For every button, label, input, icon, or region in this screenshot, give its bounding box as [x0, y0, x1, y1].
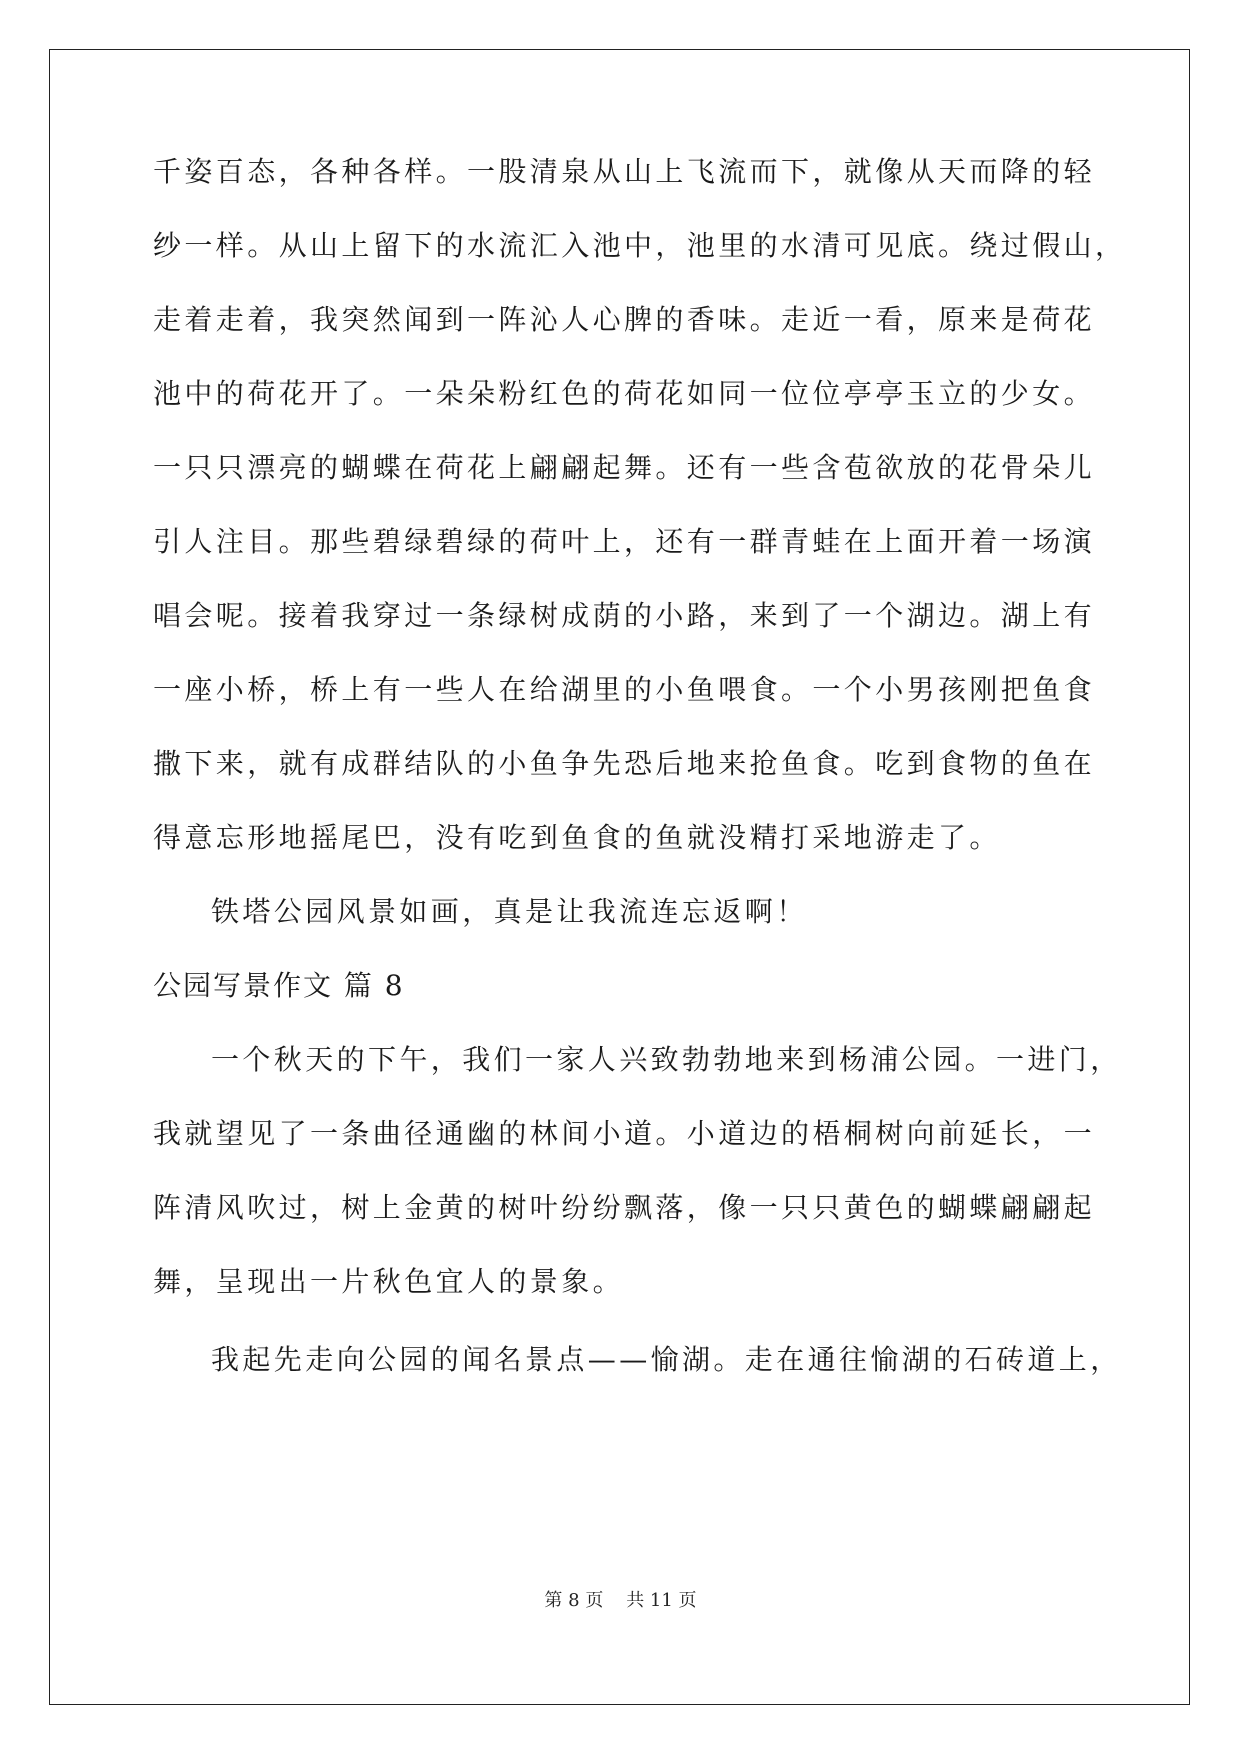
paragraph-line: 得意忘形地摇尾巴，没有吃到鱼食的鱼就没精打采地游走了。 — [153, 821, 1001, 854]
paragraph-line: 一只只漂亮的蝴蝶在荷花上翩翩起舞。还有一些含苞欲放的花骨朵儿 — [153, 451, 1096, 484]
paragraph-line: 铁塔公园风景如画，真是让我流连忘返啊！ — [211, 895, 808, 928]
paragraph-line: 唱会呢。接着我穿过一条绿树成荫的小路，来到了一个湖边。湖上有 — [153, 599, 1096, 632]
paragraph-line: 引人注目。那些碧绿碧绿的荷叶上，还有一群青蛙在上面开着一场演 — [153, 525, 1096, 558]
paragraph-line: 阵清风吹过，树上金黄的树叶纷纷飘落，像一只只黄色的蝴蝶翩翩起 — [153, 1191, 1096, 1224]
paragraph-line: 我起先走向公园的闻名景点——愉湖。走在通往愉湖的石砖道上， — [211, 1343, 1122, 1376]
paragraph-line: 一座小桥，桥上有一些人在给湖里的小鱼喂食。一个小男孩刚把鱼食 — [153, 673, 1096, 706]
section-heading: 公园写景作文 篇 8 — [153, 969, 405, 1002]
paragraph-line: 一个秋天的下午，我们一家人兴致勃勃地来到杨浦公园。一进门， — [211, 1043, 1122, 1076]
page-border — [49, 49, 1190, 1705]
paragraph-line: 千姿百态，各种各样。一股清泉从山上飞流而下，就像从天而降的轻 — [153, 155, 1096, 188]
page-footer — [0, 1586, 1241, 1612]
paragraph-line: 纱一样。从山上留下的水流汇入池中，池里的水清可见底。绕过假山， — [153, 229, 1127, 262]
paragraph-line: 撒下来，就有成群结队的小鱼争先恐后地来抢鱼食。吃到食物的鱼在 — [153, 747, 1096, 780]
paragraph-line: 舞，呈现出一片秋色宜人的景象。 — [153, 1265, 625, 1298]
paragraph-line: 我就望见了一条曲径通幽的林间小道。小道边的梧桐树向前延长，一 — [153, 1117, 1096, 1150]
page-number: 第 8 页 共 11 页 — [544, 1590, 697, 1611]
paragraph-line: 走着走着，我突然闻到一阵沁人心脾的香味。走近一看，原来是荷花 — [153, 303, 1096, 336]
paragraph-line: 池中的荷花开了。一朵朵粉红色的荷花如同一位位亭亭玉立的少女。 — [153, 377, 1096, 410]
